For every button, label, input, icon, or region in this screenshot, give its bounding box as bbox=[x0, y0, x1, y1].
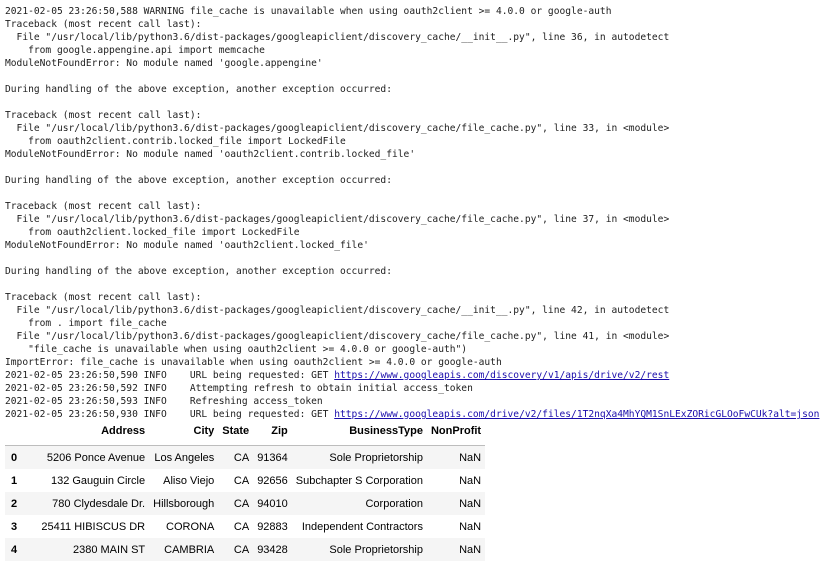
log-line: 2021-02-05 23:26:50,592 INFO Attempting refresh to obtain initial access_token bbox=[5, 383, 473, 394]
cell-city: Aliso Viejo bbox=[163, 474, 215, 487]
row-index: 2 bbox=[11, 497, 18, 510]
log-prefix: 2021-02-05 23:26:50,590 INFO URL being requested: GET bbox=[5, 370, 335, 381]
row-index: 1 bbox=[11, 474, 18, 487]
log-line: Traceback (most recent call last): bbox=[5, 110, 202, 121]
cell-state: CA bbox=[233, 497, 250, 510]
log-line: from . import file_cache bbox=[5, 318, 167, 329]
column-header-zip: Zip bbox=[271, 425, 288, 437]
cell-businesstype: Corporation bbox=[365, 497, 423, 510]
cell-zip: 94010 bbox=[257, 497, 288, 510]
cell-city: CAMBRIA bbox=[164, 543, 215, 556]
cell-output-log bbox=[5, 5, 827, 421]
log-line: File "/usr/local/lib/python3.6/dist-packages/googleapiclient/discovery_cache/file_cache.py", line 37, in <module> bbox=[5, 214, 670, 225]
log-line: File "/usr/local/lib/python3.6/dist-packages/googleapiclient/discovery_cache/__init__.py", line 42, in autodetect bbox=[5, 305, 670, 316]
log-line: File "/usr/local/lib/python3.6/dist-packages/googleapiclient/discovery_cache/file_cache.py", line 41, in <module> bbox=[5, 331, 670, 342]
cell-zip: 91364 bbox=[257, 451, 288, 464]
log-line: During handling of the above exception, another exception occurred: bbox=[5, 266, 392, 277]
column-header-state: State bbox=[222, 425, 250, 437]
discovery-url-link[interactable]: https://www.googleapis.com/discovery/v1/apis/drive/v2/rest bbox=[334, 370, 670, 381]
log-line: File "/usr/local/lib/python3.6/dist-packages/googleapiclient/discovery_cache/file_cache.py", line 33, in <module> bbox=[5, 123, 670, 134]
log-line bbox=[5, 161, 827, 174]
log-line bbox=[5, 278, 827, 291]
log-line: from oauth2client.contrib.locked_file import LockedFile bbox=[5, 136, 346, 147]
cell-city: Hillsborough bbox=[153, 497, 215, 510]
table-row bbox=[5, 469, 485, 492]
row-index: 4 bbox=[11, 543, 18, 556]
log-line bbox=[5, 187, 827, 200]
cell-state: CA bbox=[233, 474, 250, 487]
log-line: ImportError: file_cache is unavailable when using oauth2client >= 4.0.0 or google-auth bbox=[5, 357, 502, 368]
cell-nonprofit: NaN bbox=[459, 451, 482, 464]
log-line: 2021-02-05 23:26:50,588 WARNING file_cache is unavailable when using oauth2client >= 4.0.0 or google-auth bbox=[5, 6, 612, 17]
column-header-city: City bbox=[193, 425, 215, 437]
log-line bbox=[5, 70, 827, 83]
log-line: During handling of the above exception, another exception occurred: bbox=[5, 175, 392, 186]
column-header-address: Address bbox=[101, 425, 146, 437]
cell-state: CA bbox=[233, 543, 250, 556]
log-line-request-discovery bbox=[5, 369, 827, 382]
log-line-request-file bbox=[5, 408, 827, 421]
table-row bbox=[5, 515, 485, 538]
cell-address: 25411 HIBISCUS DR bbox=[41, 520, 146, 533]
log-line: ModuleNotFoundError: No module named 'google.appengine' bbox=[5, 58, 323, 69]
file-url-link[interactable]: https://www.googleapis.com/drive/v2/files/1T2nqXa4MhYQM1SnLExZORicGLOoFwCUk?alt=json bbox=[334, 409, 820, 420]
cell-nonprofit: NaN bbox=[459, 474, 482, 487]
log-line: During handling of the above exception, another exception occurred: bbox=[5, 84, 392, 95]
cell-zip: 92656 bbox=[257, 474, 288, 487]
index-header bbox=[5, 424, 21, 446]
table-row bbox=[5, 538, 485, 561]
cell-zip: 93428 bbox=[257, 543, 288, 556]
cell-nonprofit: NaN bbox=[459, 520, 482, 533]
cell-zip: 92883 bbox=[257, 520, 288, 533]
cell-nonprofit: NaN bbox=[459, 543, 482, 556]
log-line bbox=[5, 252, 827, 265]
log-line: Traceback (most recent call last): bbox=[5, 19, 202, 30]
log-prefix: 2021-02-05 23:26:50,930 INFO URL being requested: GET bbox=[5, 409, 335, 420]
cell-state: CA bbox=[233, 520, 250, 533]
log-line: File "/usr/local/lib/python3.6/dist-packages/googleapiclient/discovery_cache/__init__.py", line 36, in autodetect bbox=[5, 32, 670, 43]
cell-businesstype: Subchapter S Corporation bbox=[295, 474, 423, 487]
cell-city: CORONA bbox=[166, 520, 215, 533]
log-line: ModuleNotFoundError: No module named 'oauth2client.locked_file' bbox=[5, 240, 369, 251]
cell-businesstype: Independent Contractors bbox=[301, 520, 423, 533]
dataframe-table bbox=[5, 424, 485, 561]
log-line: 2021-02-05 23:26:50,593 INFO Refreshing access_token bbox=[5, 396, 323, 407]
row-index: 0 bbox=[11, 451, 18, 464]
log-line: "file_cache is unavailable when using oauth2client >= 4.0.0 or google-auth") bbox=[5, 344, 468, 355]
cell-address: 5206 Ponce Avenue bbox=[46, 451, 146, 464]
log-line: from oauth2client.locked_file import LockedFile bbox=[5, 227, 300, 238]
cell-businesstype: Sole Proprietorship bbox=[329, 543, 423, 556]
cell-address: 2380 MAIN ST bbox=[72, 543, 146, 556]
table-header-row bbox=[5, 424, 485, 446]
row-index: 3 bbox=[11, 520, 18, 533]
column-header-nonprofit: NonProfit bbox=[430, 425, 482, 437]
log-line: ModuleNotFoundError: No module named 'oauth2client.contrib.locked_file' bbox=[5, 149, 416, 160]
cell-address: 132 Gauguin Circle bbox=[50, 474, 146, 487]
column-header-businesstype: BusinessType bbox=[349, 425, 423, 437]
log-line: from google.appengine.api import memcache bbox=[5, 45, 265, 56]
log-line: Traceback (most recent call last): bbox=[5, 201, 202, 212]
cell-city: Los Angeles bbox=[154, 451, 215, 464]
table-row bbox=[5, 492, 485, 515]
cell-businesstype: Sole Proprietorship bbox=[329, 451, 423, 464]
cell-state: CA bbox=[233, 451, 250, 464]
log-line bbox=[5, 96, 827, 109]
cell-nonprofit: NaN bbox=[459, 497, 482, 510]
cell-address: 780 Clydesdale Dr. bbox=[52, 497, 146, 510]
log-line: Traceback (most recent call last): bbox=[5, 292, 202, 303]
table-row bbox=[5, 446, 485, 470]
